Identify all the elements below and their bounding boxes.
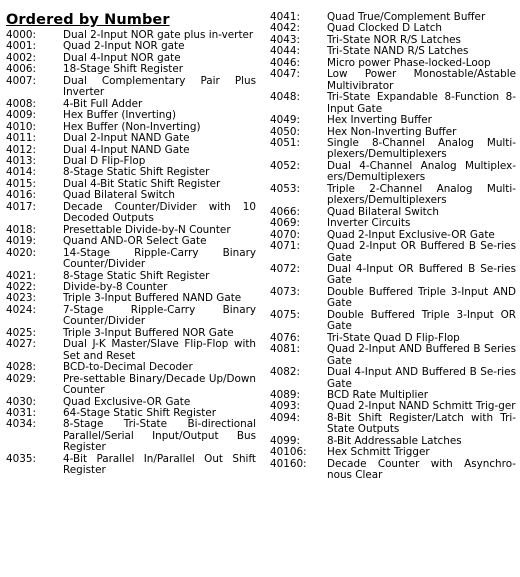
part-description: Dual 2-Input NOR gate plus in-verter (63, 29, 254, 41)
part-number: 4010: (6, 120, 36, 133)
list-item (270, 413, 516, 436)
part-number: 4072: (270, 262, 300, 275)
part-number: 4021: (6, 269, 36, 282)
part-description: Dual D Flip-Flop (63, 154, 146, 167)
part-description: BCD-to-Decimal Decoder (63, 361, 193, 374)
part-description: Dual 4-Bit Static Shift Register (63, 177, 221, 190)
part-description: Dual 4-Input AND Buffered B Se-ries Gate (327, 366, 516, 390)
part-number: 4024: (6, 303, 36, 316)
part-description: 18-Stage Shift Register (63, 63, 183, 76)
right-column (270, 12, 516, 482)
part-number: 4046: (270, 56, 300, 69)
part-description: 8-Stage Static Shift Register (63, 166, 210, 179)
list-item (270, 184, 516, 207)
part-number: 4009: (6, 109, 36, 122)
part-description: BCD Rate Multiplier (327, 388, 429, 401)
part-number: 4075: (270, 308, 300, 321)
section-heading: Ordered by Number (6, 12, 170, 28)
part-description: Micro power Phase-locked-Loop (327, 56, 491, 69)
right-entry-list (270, 12, 516, 482)
part-description: Dual 4-Input OR Buffered B Se-ries Gate (327, 262, 516, 287)
list-item (6, 133, 256, 144)
part-number: 4052: (270, 159, 300, 172)
part-number: 4019: (6, 235, 36, 248)
part-number: 40106: (270, 446, 307, 459)
part-description: Single 8-Channel Analog Multi-plexers/Demultiplexers (327, 136, 516, 161)
part-number: 4031: (6, 406, 36, 419)
list-item (270, 344, 516, 367)
part-description: Tri-State Quad D Flip-Flop (327, 331, 460, 344)
list-item (6, 110, 256, 121)
part-description: Triple 2-Channel Analog Multi-plexers/Demultiplexers (327, 182, 516, 207)
part-number: 4030: (6, 395, 36, 408)
part-number: 4007: (6, 74, 36, 87)
list-item (6, 76, 256, 99)
list-item (270, 92, 516, 115)
part-number: 4041: (270, 11, 300, 23)
part-description: Presettable Divide-by-N Counter (63, 223, 231, 236)
part-description: Double Buffered Triple 3-Input AND Gate (327, 285, 516, 310)
part-description: Dual 4-Channel Analog Multiplex-ers/Demultiplexers (327, 159, 516, 184)
part-description: 14-Stage Ripple-Carry Binary Counter/Divider (63, 246, 256, 271)
list-item (270, 459, 516, 482)
part-description: 8-Stage Tri-State Bi-directional Parallel/Serial Input/Output Bus Register (63, 418, 256, 454)
part-description: Quad Bilateral Switch (327, 205, 439, 218)
part-description: Quad Clocked D Latch (327, 22, 443, 35)
part-description: Decade Counter with Asynchro-nous Clear (327, 457, 516, 482)
part-number: 4027: (6, 338, 36, 351)
part-description: Dual Complementary Pair Plus Inverter (63, 74, 256, 99)
list-item (270, 287, 516, 310)
list-item (270, 310, 516, 333)
part-number: 4017: (6, 200, 36, 213)
part-description: Dual 2-Input NAND Gate (63, 132, 190, 145)
part-number: 4048: (270, 91, 300, 104)
part-number: 4051: (270, 136, 300, 149)
part-description: Tri-State NAND R/S Latches (327, 45, 469, 58)
part-number: 4000: (6, 29, 36, 41)
part-description: Quad 2-Input AND Buffered B Series Gate (327, 343, 516, 367)
part-description: Hex Buffer (Non-Inverting) (63, 120, 201, 133)
part-number: 4020: (6, 246, 36, 259)
part-description: Quad 2-Input NAND Schmitt Trig-ger (327, 400, 516, 413)
part-description: Hex Inverting Buffer (327, 114, 432, 127)
part-description: Inverter Circuits (327, 217, 411, 230)
part-description: Tri-State Expandable 8-Function 8-Input Gate (327, 91, 516, 115)
left-column (6, 12, 256, 477)
part-number: 4016: (6, 189, 36, 202)
part-number: 4011: (6, 132, 36, 145)
part-number: 4023: (6, 292, 36, 305)
list-item (270, 161, 516, 184)
part-number: 4089: (270, 388, 300, 401)
part-description: Hex Non-Inverting Buffer (327, 125, 457, 138)
part-description: 4-Bit Parallel In/Parallel Out Shift Register (63, 452, 256, 477)
part-number: 4076: (270, 331, 300, 344)
part-number: 4014: (6, 166, 36, 179)
list-item (6, 454, 256, 477)
part-description: 7-Stage Ripple-Carry Binary Counter/Divider (63, 303, 256, 328)
part-number: 4070: (270, 228, 300, 241)
part-description: Hex Buffer (Inverting) (63, 109, 177, 122)
part-number: 4006: (6, 63, 36, 76)
part-number: 4050: (270, 125, 300, 138)
part-number: 4099: (270, 434, 300, 447)
list-item (6, 248, 256, 271)
part-description: 8-Bit Addressable Latches (327, 434, 462, 447)
list-item (6, 202, 256, 225)
list-item (270, 367, 516, 390)
part-description: Dual 4-Input NOR gate (63, 51, 181, 64)
part-description: Quad Bilateral Switch (63, 189, 175, 202)
part-description: Quad 2-Input OR Buffered B Se-ries Gate (327, 240, 516, 264)
list-item (270, 447, 516, 458)
part-number: 4042: (270, 22, 300, 35)
part-number: 4053: (270, 182, 300, 195)
part-number: 4018: (6, 223, 36, 236)
part-number: 4082: (270, 366, 300, 379)
part-number: 4015: (6, 177, 36, 190)
part-number: 4035: (6, 452, 36, 465)
part-number: 4008: (6, 97, 36, 110)
part-description: 8-Stage Static Shift Register (63, 269, 210, 282)
part-number: 4047: (270, 68, 300, 81)
part-description: Dual J-K Master/Slave Flip-Flop with Set and Reset (63, 338, 256, 362)
part-description: Quad 2-Input Exclusive-OR Gate (327, 228, 495, 241)
list-item (270, 138, 516, 161)
part-description: Divide-by-8 Counter (63, 280, 168, 293)
part-description: Triple 3-Input Buffered NAND Gate (63, 292, 242, 305)
part-number: 4025: (6, 326, 36, 339)
part-number: 4073: (270, 285, 300, 298)
list-item (270, 218, 516, 229)
part-description: Tri-State NOR R/S Latches (327, 33, 461, 46)
list-item (270, 264, 516, 287)
part-number: 4028: (6, 361, 36, 374)
part-description: Quand AND-OR Select Gate (63, 235, 207, 248)
part-description: Dual 4-Input NAND Gate (63, 143, 190, 156)
part-number: 4093: (270, 400, 300, 413)
part-description: Low Power Monostable/Astable Multivibrator (327, 68, 516, 92)
part-number: 4066: (270, 205, 300, 218)
part-description: 8-Bit Shift Register/Latch with Tri-State Outputs (327, 411, 516, 436)
part-number: 4001: (6, 40, 36, 53)
list-item (270, 69, 516, 92)
part-description: Decade Counter/Divider with 10 Decoded Outputs (63, 200, 256, 225)
part-number: 4049: (270, 114, 300, 127)
left-entry-list (6, 30, 256, 477)
part-number: 4013: (6, 154, 36, 167)
list-item (6, 419, 256, 453)
part-number: 4034: (6, 418, 36, 431)
part-description: 4-Bit Full Adder (63, 97, 143, 110)
part-number: 4043: (270, 33, 300, 46)
part-number: 4081: (270, 343, 300, 356)
part-number: 4012: (6, 143, 36, 156)
part-number: 4069: (270, 217, 300, 230)
list-item (6, 236, 256, 247)
part-description: Double Buffered Triple 3-Input OR Gate (327, 308, 516, 333)
part-description: 64-Stage Static Shift Register (63, 406, 217, 419)
part-number: 4094: (270, 411, 300, 424)
part-description: Pre-settable Binary/Decade Up/Down Counter (63, 372, 256, 397)
part-number: 4002: (6, 51, 36, 64)
list-item (6, 305, 256, 328)
part-number: 40160: (270, 457, 307, 470)
part-number: 4044: (270, 45, 300, 58)
part-number: 4022: (6, 280, 36, 293)
list-item (6, 374, 256, 397)
list-item (6, 339, 256, 362)
part-number: 4029: (6, 372, 36, 385)
list-item (270, 241, 516, 264)
part-number: 4071: (270, 240, 300, 253)
part-description: Quad Exclusive-OR Gate (63, 395, 191, 408)
part-description: Triple 3-Input Buffered NOR Gate (63, 326, 234, 339)
part-description: Hex Schmitt Trigger (327, 446, 430, 459)
part-description: Quad 2-Input NOR gate (63, 40, 185, 53)
part-description: Quad True/Complement Buffer (327, 11, 486, 23)
list-item (6, 362, 256, 373)
list-item (270, 115, 516, 126)
